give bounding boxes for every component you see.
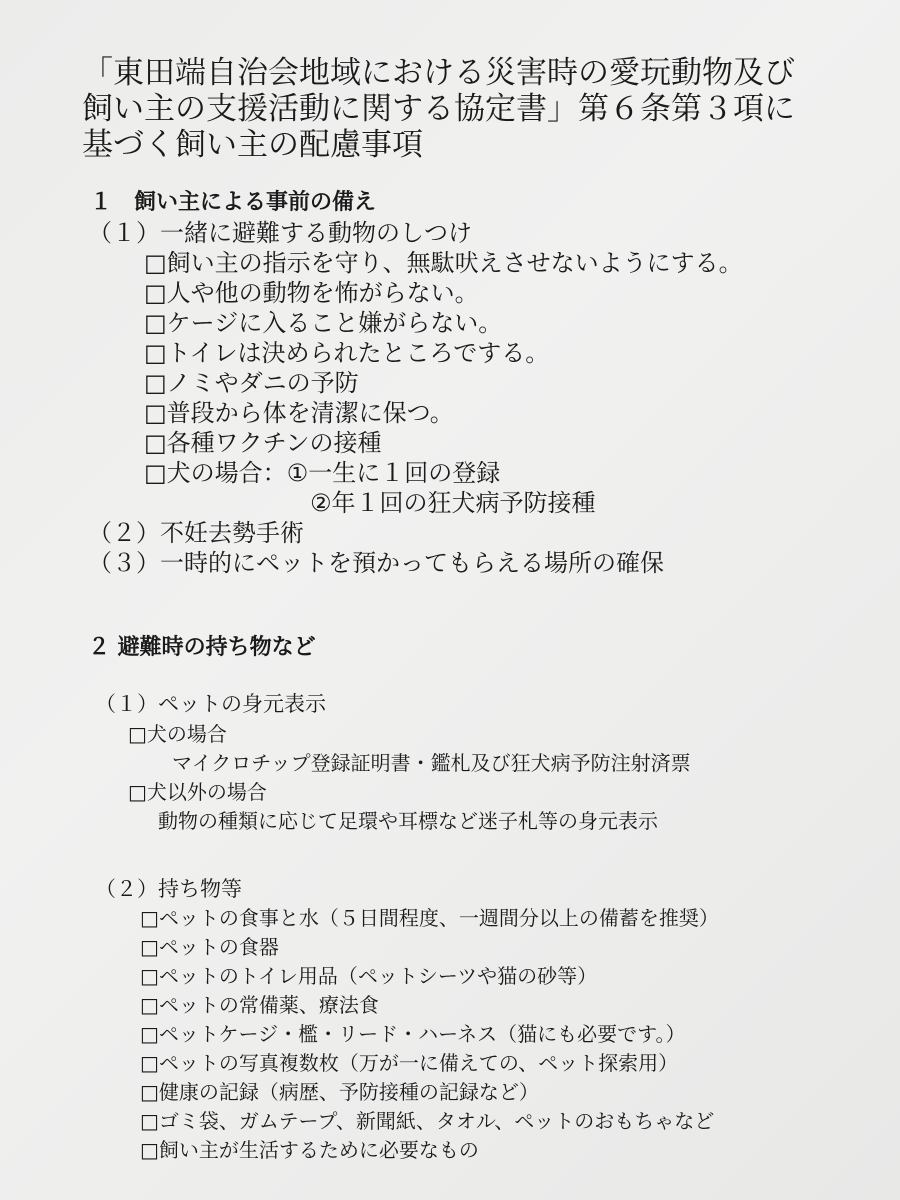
document-title-line-3: 基づく飼い主の配慮事項: [82, 127, 423, 163]
dog-case-label: □犬の場合: [128, 722, 227, 746]
belongings-item: □ペットの常備薬、療法食: [140, 993, 379, 1017]
other-case-label: □犬以外の場合: [128, 780, 267, 804]
section-1-sub-3-label: （３）一時的にペットを預かってもらえる場所の確保: [88, 549, 664, 577]
belongings-item: □ペットのトイレ用品（ペットシーツや猫の砂等）: [140, 964, 598, 988]
section-2-heading: ２ 避難時の持ち物など: [88, 635, 316, 660]
checklist-item: □ノミやダニの予防: [144, 369, 359, 397]
belongings-item: □健康の記録（病歴、予防接種の記録など）: [140, 1080, 539, 1104]
checklist-item: □人や他の動物を怖がらない。: [144, 279, 479, 307]
section-2-sub-1-label: （１）ペットの身元表示: [95, 692, 326, 716]
document-title-line-2: 飼い主の支援活動に関する協定書」第６条第３項に: [82, 91, 795, 127]
checklist-item: □ケージに入ること嫌がらない。: [144, 309, 503, 337]
checklist-item: □普段から体を清潔に保つ。: [144, 399, 454, 427]
dog-case-text: マイクロチップ登録証明書・鑑札及び狂犬病予防注射済票: [172, 751, 691, 775]
belongings-item: □飼い主が生活するために必要なもの: [140, 1138, 479, 1162]
checklist-item-continuation: ②年１回の狂犬病予防接種: [310, 489, 596, 517]
checklist-item: □犬の場合：①一生に１回の登録: [144, 459, 501, 487]
section-1-sub-2-label: （２）不妊去勢手術: [88, 519, 304, 547]
checklist-item: □トイレは決められたところでする。: [144, 339, 550, 367]
belongings-item: □ペットケージ・檻・リード・ハーネス（猫にも必要です。）: [140, 1022, 686, 1046]
belongings-item: □ペットの写真複数枚（万が一に備えての、ペット探索用）: [140, 1051, 679, 1075]
section-1-sub-1-label: （１）一緒に避難する動物のしつけ: [88, 219, 472, 247]
section-2-sub-2-label: （２）持ち物等: [95, 877, 242, 901]
section-1-heading: １ 飼い主による事前の備え: [90, 190, 377, 215]
other-case-text: 動物の種類に応じて足環や耳標など迷子札等の身元表示: [158, 809, 658, 833]
checklist-item: □飼い主の指示を守り、無駄吠えさせないようにする。: [144, 249, 743, 277]
belongings-item: □ゴミ袋、ガムテープ、新聞紙、タオル、ペットのおもちゃなど: [140, 1109, 715, 1133]
checklist-item: □各種ワクチンの接種: [144, 429, 382, 457]
belongings-item: □ペットの食事と水（５日間程度、一週間分以上の備蓄を推奨）: [140, 906, 719, 930]
belongings-item: □ペットの食器: [140, 935, 279, 959]
document-title-line-1: 「東田端自治会地域における災害時の愛玩動物及び: [82, 55, 795, 91]
